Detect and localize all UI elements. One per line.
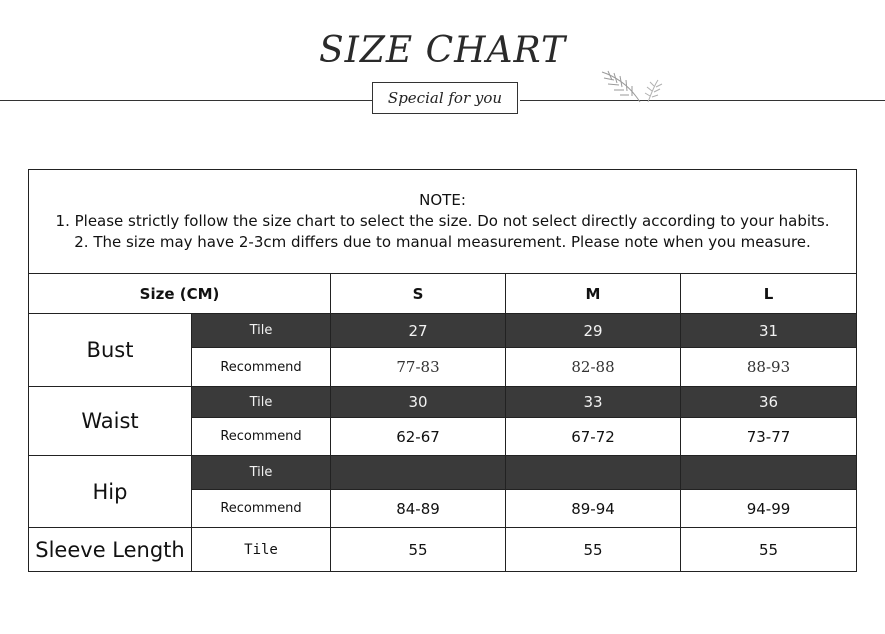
size-chart-table xyxy=(28,169,857,572)
waist-tile-row xyxy=(29,387,857,418)
size-m-header: M xyxy=(506,274,681,314)
hip-recommend-s: 84-89 xyxy=(331,490,506,528)
hip-tile-s xyxy=(331,456,506,490)
hip-tile-l xyxy=(681,456,857,490)
waist-label: Waist xyxy=(29,387,192,456)
sleeve-s: 55 xyxy=(331,528,506,572)
bust-tile-s: 27 xyxy=(331,314,506,348)
sleeve-row xyxy=(29,528,857,572)
hip-tile-m xyxy=(506,456,681,490)
waist-tile-l: 36 xyxy=(681,387,857,418)
bust-tile-l: 31 xyxy=(681,314,857,348)
waist-tile-m: 33 xyxy=(506,387,681,418)
subtitle-box: Special for you xyxy=(372,82,518,114)
hip-tile-label: Tile xyxy=(192,456,331,490)
bust-tile-m: 29 xyxy=(506,314,681,348)
sleeve-tile-label: Tile xyxy=(192,528,331,572)
hip-recommend-l: 94-99 xyxy=(681,490,857,528)
waist-tile-s: 30 xyxy=(331,387,506,418)
waist-recommend-label: Recommend xyxy=(192,418,331,456)
note-line-1: 1. Please strictly follow the size chart to select the size. Do not select directly according to your habits. xyxy=(55,212,830,230)
size-header-row xyxy=(29,274,857,314)
bust-tile-label: Tile xyxy=(192,314,331,348)
hip-recommend-m: 89-94 xyxy=(506,490,681,528)
size-s-header: S xyxy=(331,274,506,314)
note-cell xyxy=(29,170,857,274)
bust-recommend-s: 77-83 xyxy=(331,348,506,387)
sleeve-l: 55 xyxy=(681,528,857,572)
bust-tile-row xyxy=(29,314,857,348)
bust-label: Bust xyxy=(29,314,192,387)
sleeve-m: 55 xyxy=(506,528,681,572)
hip-recommend-label: Recommend xyxy=(192,490,331,528)
unit-header: Size (CM) xyxy=(29,274,331,314)
waist-recommend-m: 67-72 xyxy=(506,418,681,456)
bust-recommend-m: 82-88 xyxy=(506,348,681,387)
note-heading: NOTE: xyxy=(419,191,466,209)
header-rule-right xyxy=(520,100,885,101)
hip-label: Hip xyxy=(29,456,192,528)
sleeve-label: Sleeve Length xyxy=(29,528,192,572)
bust-recommend-label: Recommend xyxy=(192,348,331,387)
waist-recommend-l: 73-77 xyxy=(681,418,857,456)
note-line-2: 2. The size may have 2-3cm differs due to manual measurement. Please note when you measure. xyxy=(74,233,811,251)
page-title: SIZE CHART xyxy=(318,30,567,71)
bust-recommend-l: 88-93 xyxy=(681,348,857,387)
header-rule-left xyxy=(0,100,372,101)
waist-tile-label: Tile xyxy=(192,387,331,418)
waist-recommend-s: 62-67 xyxy=(331,418,506,456)
size-l-header: L xyxy=(681,274,857,314)
hip-tile-row xyxy=(29,456,857,490)
leaf-icon xyxy=(598,66,670,104)
